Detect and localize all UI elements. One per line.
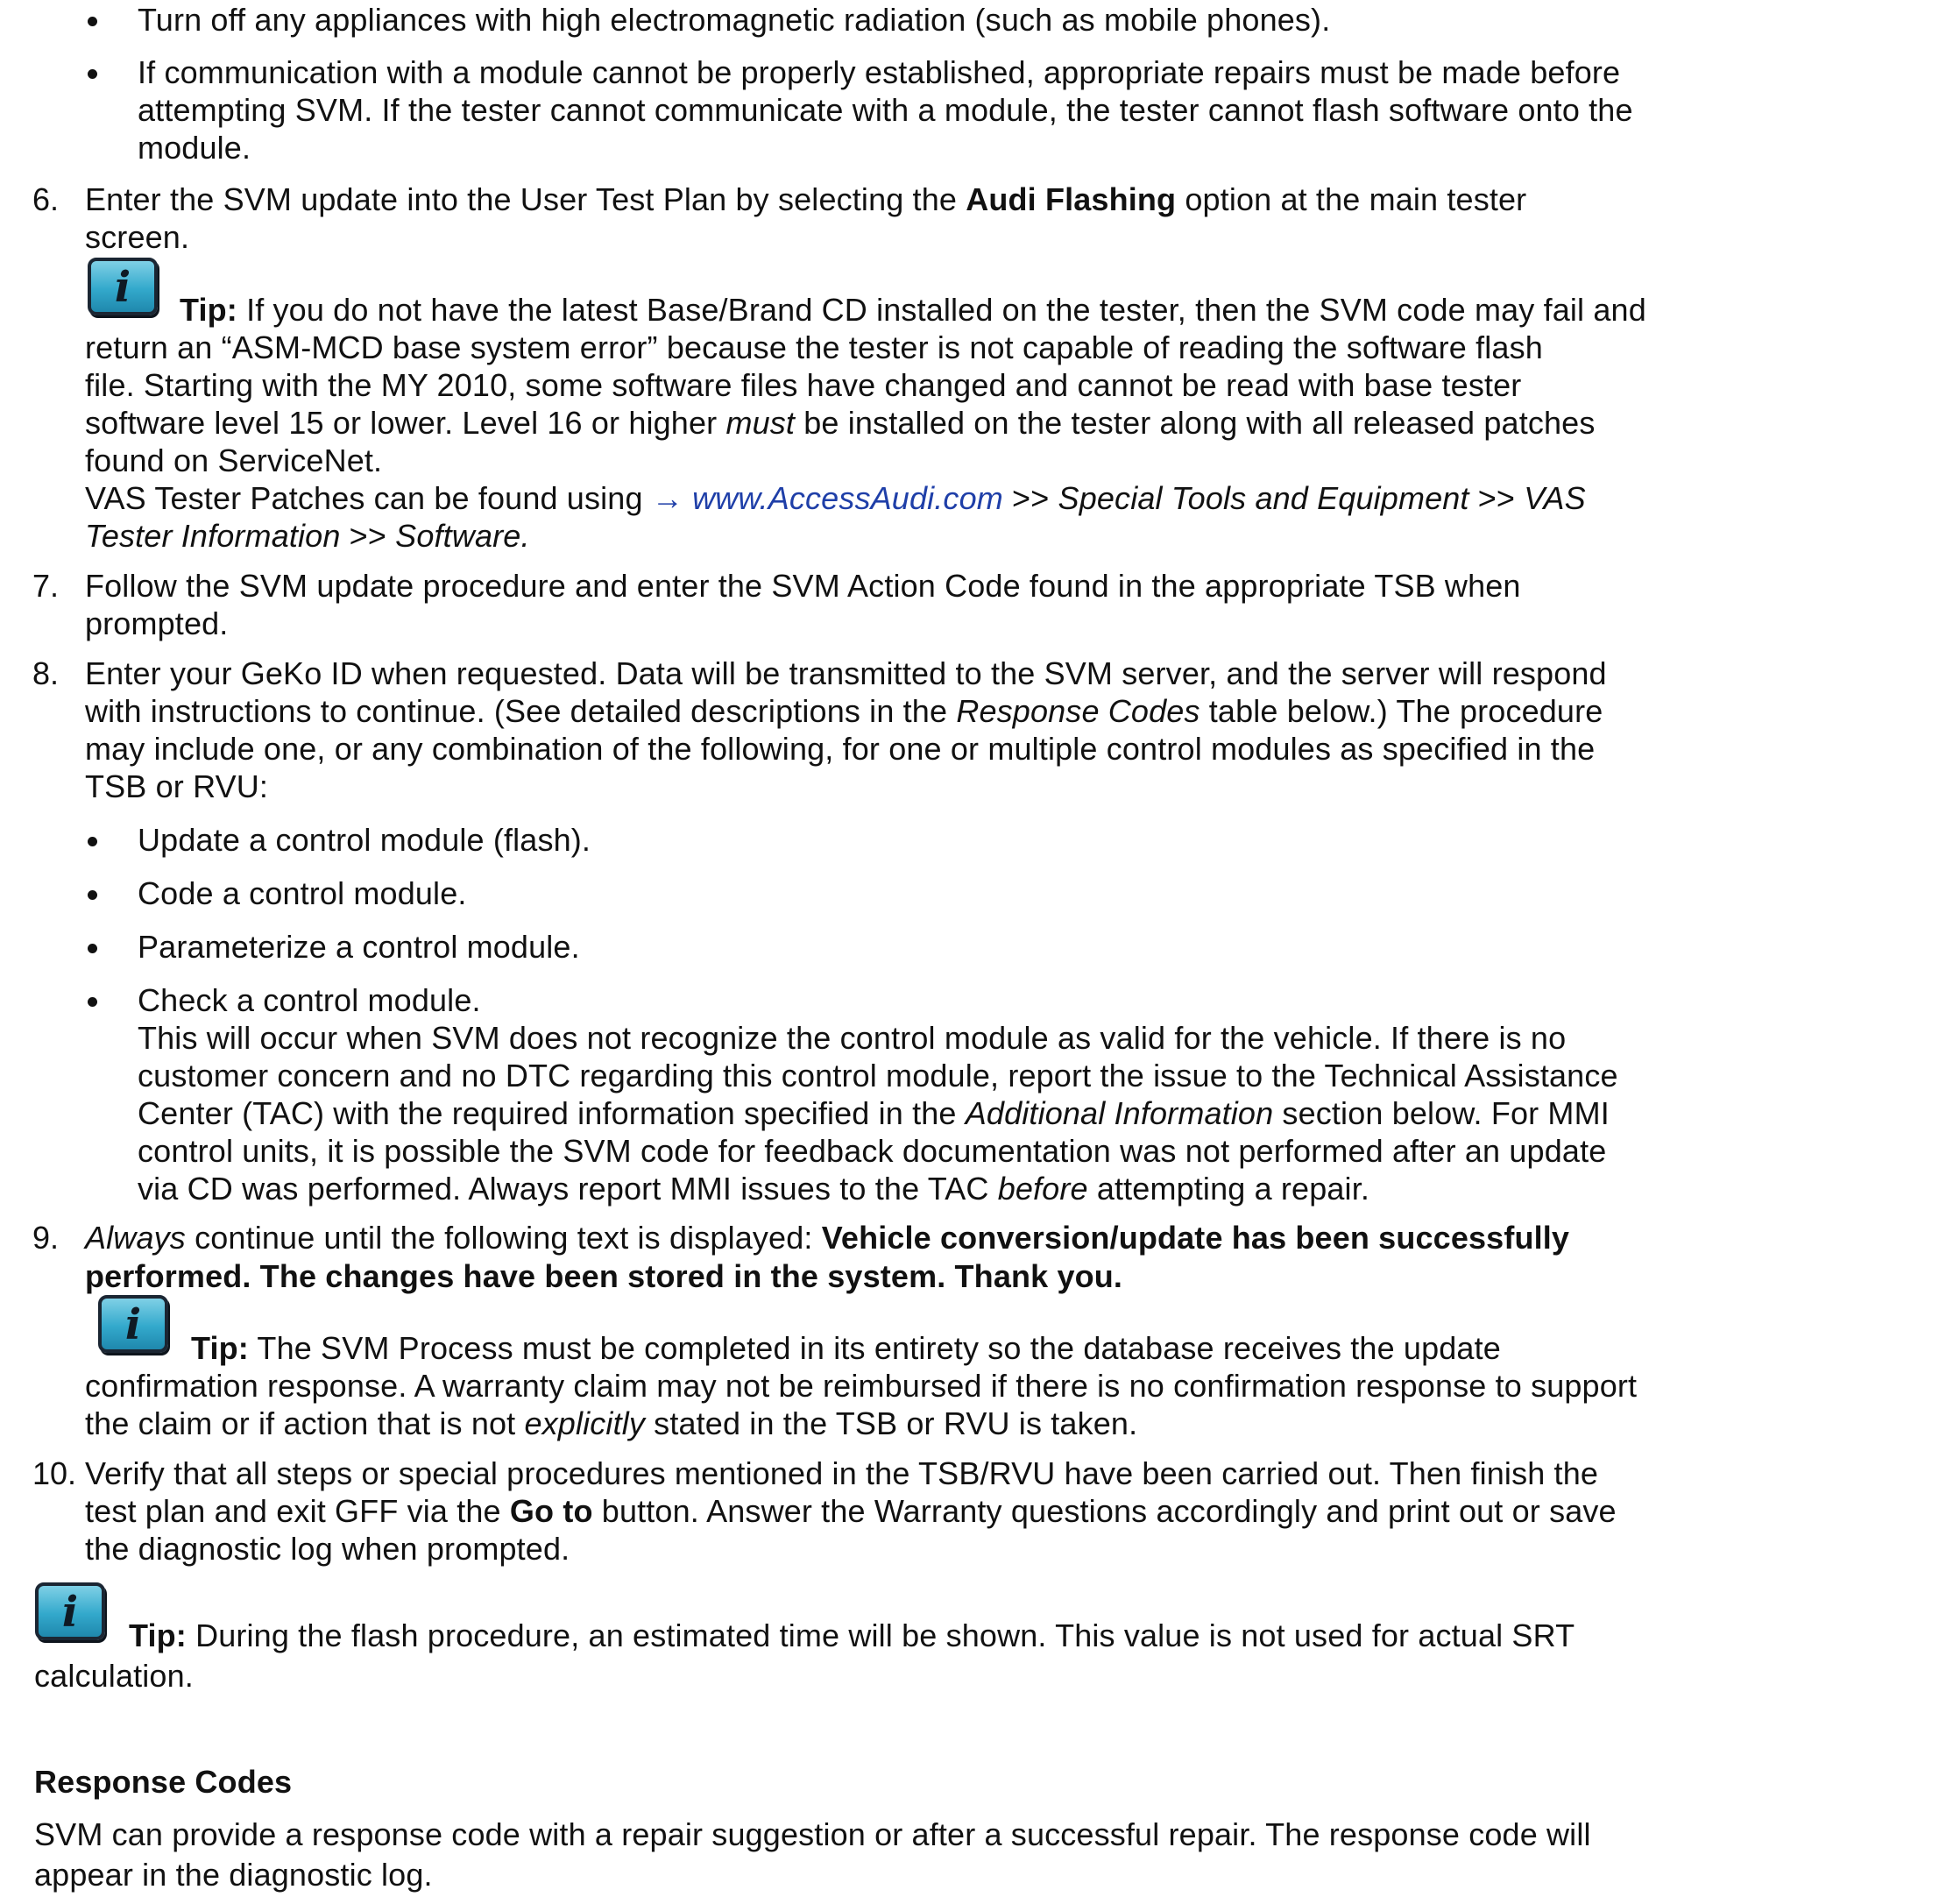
step-text: Enter your GeKo ID when requested. Data will be transmitted to the SVM server, and the server will respond	[85, 655, 1607, 691]
step-text: Follow the SVM update procedure and enter the SVM Action Code found in the appropriate TSB when	[85, 568, 1521, 604]
section-heading: Response Codes	[34, 1764, 293, 1800]
bullet-dot	[88, 69, 97, 79]
step-text: Enter the SVM update into the User Test Plan by selecting the Audi Flashing option at the main tester	[85, 181, 1527, 217]
info-i-icon: i	[35, 1582, 105, 1640]
bullet-text: Turn off any appliances with high electromagnetic radiation (such as mobile phones).	[138, 2, 1331, 38]
bullet-text: Check a control module.	[138, 982, 481, 1018]
bullet-text: module.	[138, 130, 251, 166]
bullet-dot	[88, 944, 97, 953]
tip-text: Tip: If you do not have the latest Base/Brand CD installed on the tester, then the SVM code may fail and	[180, 292, 1646, 328]
tip-text: calculation.	[34, 1658, 194, 1694]
tip-text: Tip: The SVM Process must be completed in its entirety so the database receives the update	[191, 1330, 1501, 1366]
bullet-text: attempting SVM. If the tester cannot communicate with a module, the tester cannot flash software onto the	[138, 92, 1633, 128]
tip-text: return an “ASM-MCD base system error” because the tester is not capable of reading the software flash	[85, 329, 1543, 365]
step-text: with instructions to continue. (See detailed descriptions in the Response Codes table below.) The procedure	[85, 693, 1603, 729]
bullet-dot	[88, 890, 97, 900]
bullet-dot	[88, 997, 97, 1007]
bullet-text: Parameterize a control module.	[138, 929, 580, 965]
step-text: TSB or RVU:	[85, 768, 269, 804]
check-note-text: Center (TAC) with the required information specified in the Additional Information section below. For MMI	[138, 1095, 1610, 1131]
step-number: 9.	[32, 1220, 60, 1256]
tip-text: Tip: During the flash procedure, an estimated time will be shown. This value is not used for actual SRT	[129, 1617, 1575, 1653]
vas-patches-text: VAS Tester Patches can be found using → www.AccessAudi.com >> Special Tools and Equipment >> VAS	[85, 480, 1586, 516]
step-number: 8.	[32, 655, 60, 691]
bullet-text: Update a control module (flash).	[138, 822, 591, 858]
accessaudi-link[interactable]: → www.AccessAudi.com	[651, 480, 1003, 516]
tip-text: confirmation response. A warranty claim may not be reimbursed if there is no confirmation response to support	[85, 1368, 1638, 1404]
paragraph-text: SVM can provide a response code with a repair suggestion or after a successful repair. The response code will	[34, 1816, 1591, 1852]
step-text: test plan and exit GFF via the Go to button. Answer the Warranty questions accordingly and print out or save	[85, 1493, 1617, 1529]
step-text: Verify that all steps or special procedures mentioned in the TSB/RVU have been carried out. Then finish the	[85, 1455, 1599, 1491]
tip-text: file. Starting with the MY 2010, some software files have changed and cannot be read with base tester	[85, 367, 1522, 403]
check-note-text: control units, it is possible the SVM code for feedback documentation was not performed after an update	[138, 1133, 1607, 1169]
paragraph-text: appear in the diagnostic log.	[34, 1857, 433, 1893]
bullet-text: Code a control module.	[138, 875, 467, 911]
step-text: prompted.	[85, 605, 229, 641]
step-number: 7.	[32, 568, 60, 604]
bullet-dot	[88, 837, 97, 846]
step-number: 10.	[32, 1455, 77, 1491]
step-text: performed. The changes have been stored in the system. Thank you.	[85, 1258, 1123, 1294]
step-text: Always continue until the following text is displayed: Vehicle conversion/update has been successfully	[85, 1220, 1570, 1256]
step-text: screen.	[85, 219, 190, 255]
step-number: 6.	[32, 181, 60, 217]
check-note-text: This will occur when SVM does not recognize the control module as valid for the vehicle. If there is no	[138, 1020, 1567, 1056]
vas-patches-text: Tester Information >> Software.	[85, 518, 530, 554]
step-text: the diagnostic log when prompted.	[85, 1531, 570, 1567]
tip-text: found on ServiceNet.	[85, 442, 383, 478]
bullet-dot	[88, 17, 97, 26]
tip-text: the claim or if action that is not explicitly stated in the TSB or RVU is taken.	[85, 1405, 1138, 1441]
step-text: may include one, or any combination of the following, for one or multiple control modules as specified in the	[85, 731, 1596, 767]
check-note-text: customer concern and no DTC regarding this control module, report the issue to the Technical Assistance	[138, 1058, 1618, 1094]
info-i-icon: i	[88, 258, 158, 315]
tip-text: software level 15 or lower. Level 16 or higher must be installed on the tester along with all released patches	[85, 405, 1596, 441]
bullet-text: If communication with a module cannot be properly established, appropriate repairs must be made before	[138, 54, 1621, 90]
info-i-icon: i	[98, 1295, 168, 1353]
check-note-text: via CD was performed. Always report MMI issues to the TAC before attempting a repair.	[138, 1171, 1370, 1207]
